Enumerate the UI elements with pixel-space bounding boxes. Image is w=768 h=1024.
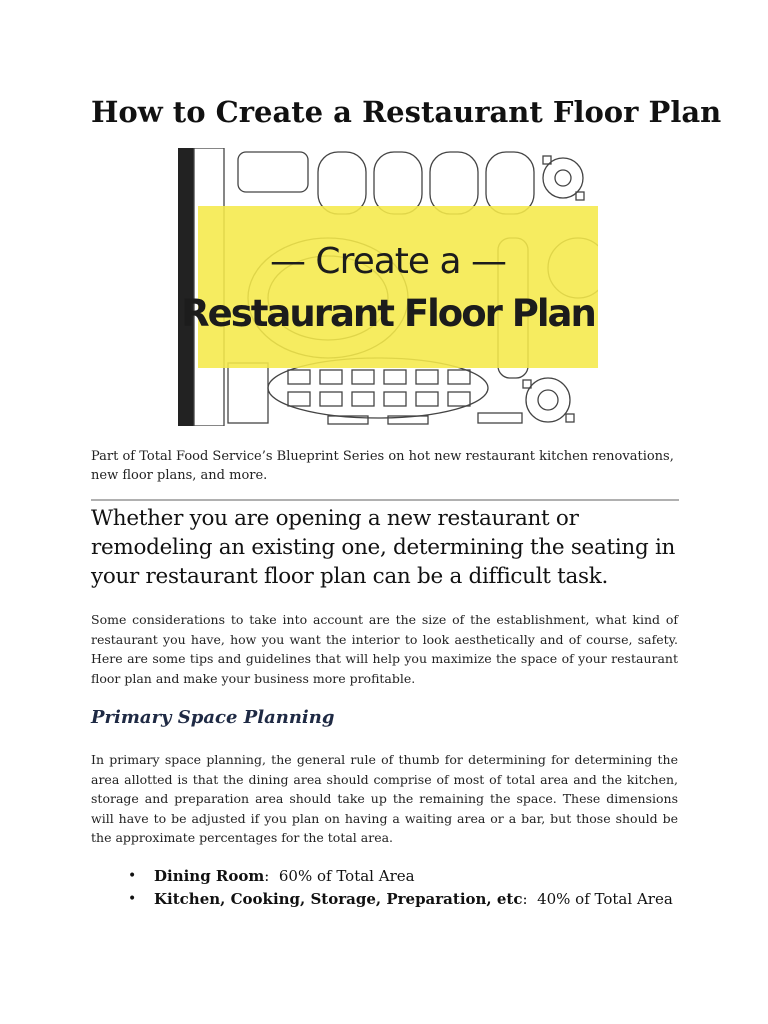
divider — [91, 499, 679, 501]
lead-paragraph: Whether you are opening a new restaurant or remodeling an existing one, determining the seating in your restaurant floor plan can be a difficult task. — [91, 506, 676, 589]
list-item: • Dining Room: 60% of Total Area — [128, 865, 673, 888]
list-item: • Kitchen, Cooking, Storage, Preparation, etc: 40% of Total Area — [128, 888, 673, 911]
list-item-value: 60% of Total Area — [278, 867, 415, 885]
list-item-label: Dining Room — [154, 867, 265, 885]
list-item-value: 40% of Total Area — [537, 890, 673, 908]
body-paragraph-2: In primary space planning, the general rule of thumb for determining for determining the area allotted is that the dining area should comprise of most of total area and the kitchen, storage and preparation area should take up the remaining the space. These dimensions will have to be adjusted if you plan on having a waiting area or a bar, but those should be the approximate percentages for the total area. — [91, 752, 678, 845]
area-breakdown-list — [128, 865, 673, 911]
body-paragraph-1: Some considerations to take into account are the size of the establishment, what kind of restaurant you have, how you want the interior to look aesthetically and of course, safety. Here are some tips and guidelines that will help you maximize the space of your restaurant floor plan and make your business more profitable. — [91, 612, 678, 686]
intro-paragraph: Part of Total Food Service’s Blueprint Series on hot new restaurant kitchen renovations, new floor plans, and more. — [91, 449, 674, 483]
section-heading: Primary Space Planning — [91, 707, 335, 728]
floor-plan-illustration — [178, 148, 598, 426]
hero-heading-line-2: Restaurant Floor Plan — [181, 292, 595, 335]
page-title: How to Create a Restaurant Floor Plan — [91, 95, 722, 129]
hero-image — [178, 148, 598, 426]
hero-heading-line-1: — Create a — — [269, 241, 506, 282]
list-item-label: Kitchen, Cooking, Storage, Preparation, etc — [154, 890, 523, 908]
